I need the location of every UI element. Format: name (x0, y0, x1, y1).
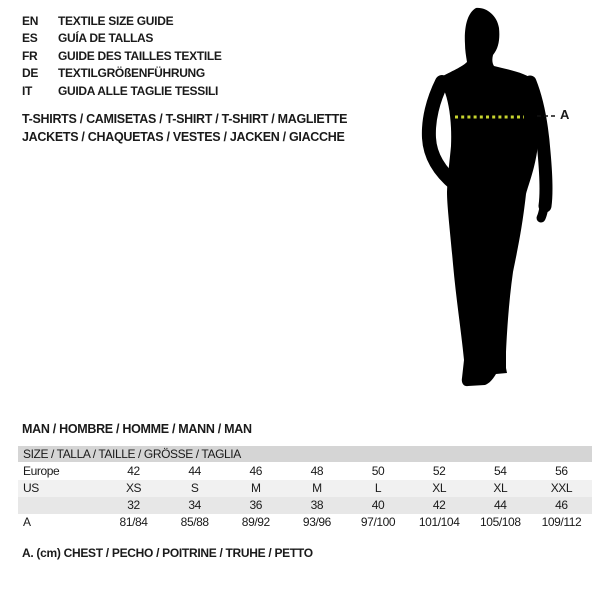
table-cell: S (190, 481, 199, 495)
table-cell: 54 (494, 464, 507, 478)
size-table (18, 446, 592, 531)
row-label: A (23, 515, 31, 529)
row-label: Europe (23, 464, 60, 478)
table-cell: 44 (494, 498, 507, 512)
language-row (22, 13, 222, 30)
language-label: GUIDA ALLE TAGLIE TESSILI (58, 83, 219, 98)
table-cell: M (312, 481, 322, 495)
man-silhouette-svg (400, 0, 600, 400)
measurement-caption: A. (cm) CHEST / PECHO / POITRINE / TRUHE / PETTO (22, 546, 313, 560)
table-cell: 44 (188, 464, 201, 478)
section-title-man: MAN / HOMBRE / HOMME / MANN / MAN (22, 422, 252, 436)
row-label: US (23, 481, 39, 495)
man-silhouette (439, 8, 539, 386)
table-cell: 38 (310, 498, 324, 512)
table-cell: 97/100 (360, 515, 396, 529)
table-cell: XXL (550, 481, 573, 495)
language-code: ES (22, 31, 38, 46)
table-cell: XL (493, 481, 508, 495)
table-cell: 46 (555, 498, 568, 512)
language-row (22, 30, 222, 47)
size-table-header: SIZE / TALLA / TAILLE / GRÖSSE / TAGLIA (18, 446, 592, 462)
table-row-chest-cm (18, 514, 592, 531)
table-cell: 89/92 (241, 515, 270, 529)
table-cell: 101/104 (418, 515, 460, 529)
table-row-us (18, 480, 592, 497)
table-cell: 50 (371, 464, 385, 478)
table-cell: 40 (371, 498, 385, 512)
table-row-numeric (18, 497, 592, 514)
table-cell: 52 (432, 464, 446, 478)
table-cell: 56 (555, 464, 568, 478)
language-label: TEXTILE SIZE GUIDE (58, 14, 174, 28)
language-code: IT (22, 83, 33, 98)
table-cell: XS (125, 481, 142, 495)
table-cell: 85/88 (180, 515, 209, 529)
language-list (22, 13, 222, 100)
language-label: GUÍA DE TALLAS (58, 31, 154, 46)
category-jackets: JACKETS / CHAQUETAS / VESTES / JACKEN / GIACCHE (22, 130, 345, 144)
language-label: TEXTILGRÖßENFÜHRUNG (58, 66, 205, 81)
table-cell: 81/84 (119, 515, 148, 529)
table-cell: 36 (249, 498, 263, 512)
language-row (22, 65, 222, 82)
table-cell: M (251, 481, 261, 495)
category-tshirts: T-SHIRTS / CAMISETAS / T-SHIRT / T-SHIRT / MAGLIETTE (22, 112, 348, 126)
language-code: EN (22, 14, 39, 28)
language-code: DE (22, 66, 39, 81)
row-label (18, 497, 103, 514)
language-row (22, 48, 222, 65)
table-cell: 93/96 (302, 515, 331, 529)
table-cell: 42 (432, 498, 446, 512)
table-cell: 109/112 (541, 515, 582, 529)
table-cell: 34 (188, 498, 201, 512)
table-cell: 32 (127, 498, 140, 512)
language-label: GUIDE DES TAILLES TEXTILE (58, 48, 222, 63)
measurement-label-a: A (560, 107, 570, 122)
table-row-europe (18, 463, 592, 480)
man-silhouette-figure (400, 0, 600, 400)
table-cell: 105/108 (480, 515, 521, 529)
language-row (22, 83, 222, 100)
table-cell: 48 (310, 464, 324, 478)
table-cell: XL (432, 481, 447, 495)
language-code: FR (22, 48, 38, 63)
table-cell: 46 (249, 464, 263, 478)
garment-categories (22, 110, 347, 146)
table-cell: 42 (127, 464, 140, 478)
table-cell: L (374, 481, 382, 495)
